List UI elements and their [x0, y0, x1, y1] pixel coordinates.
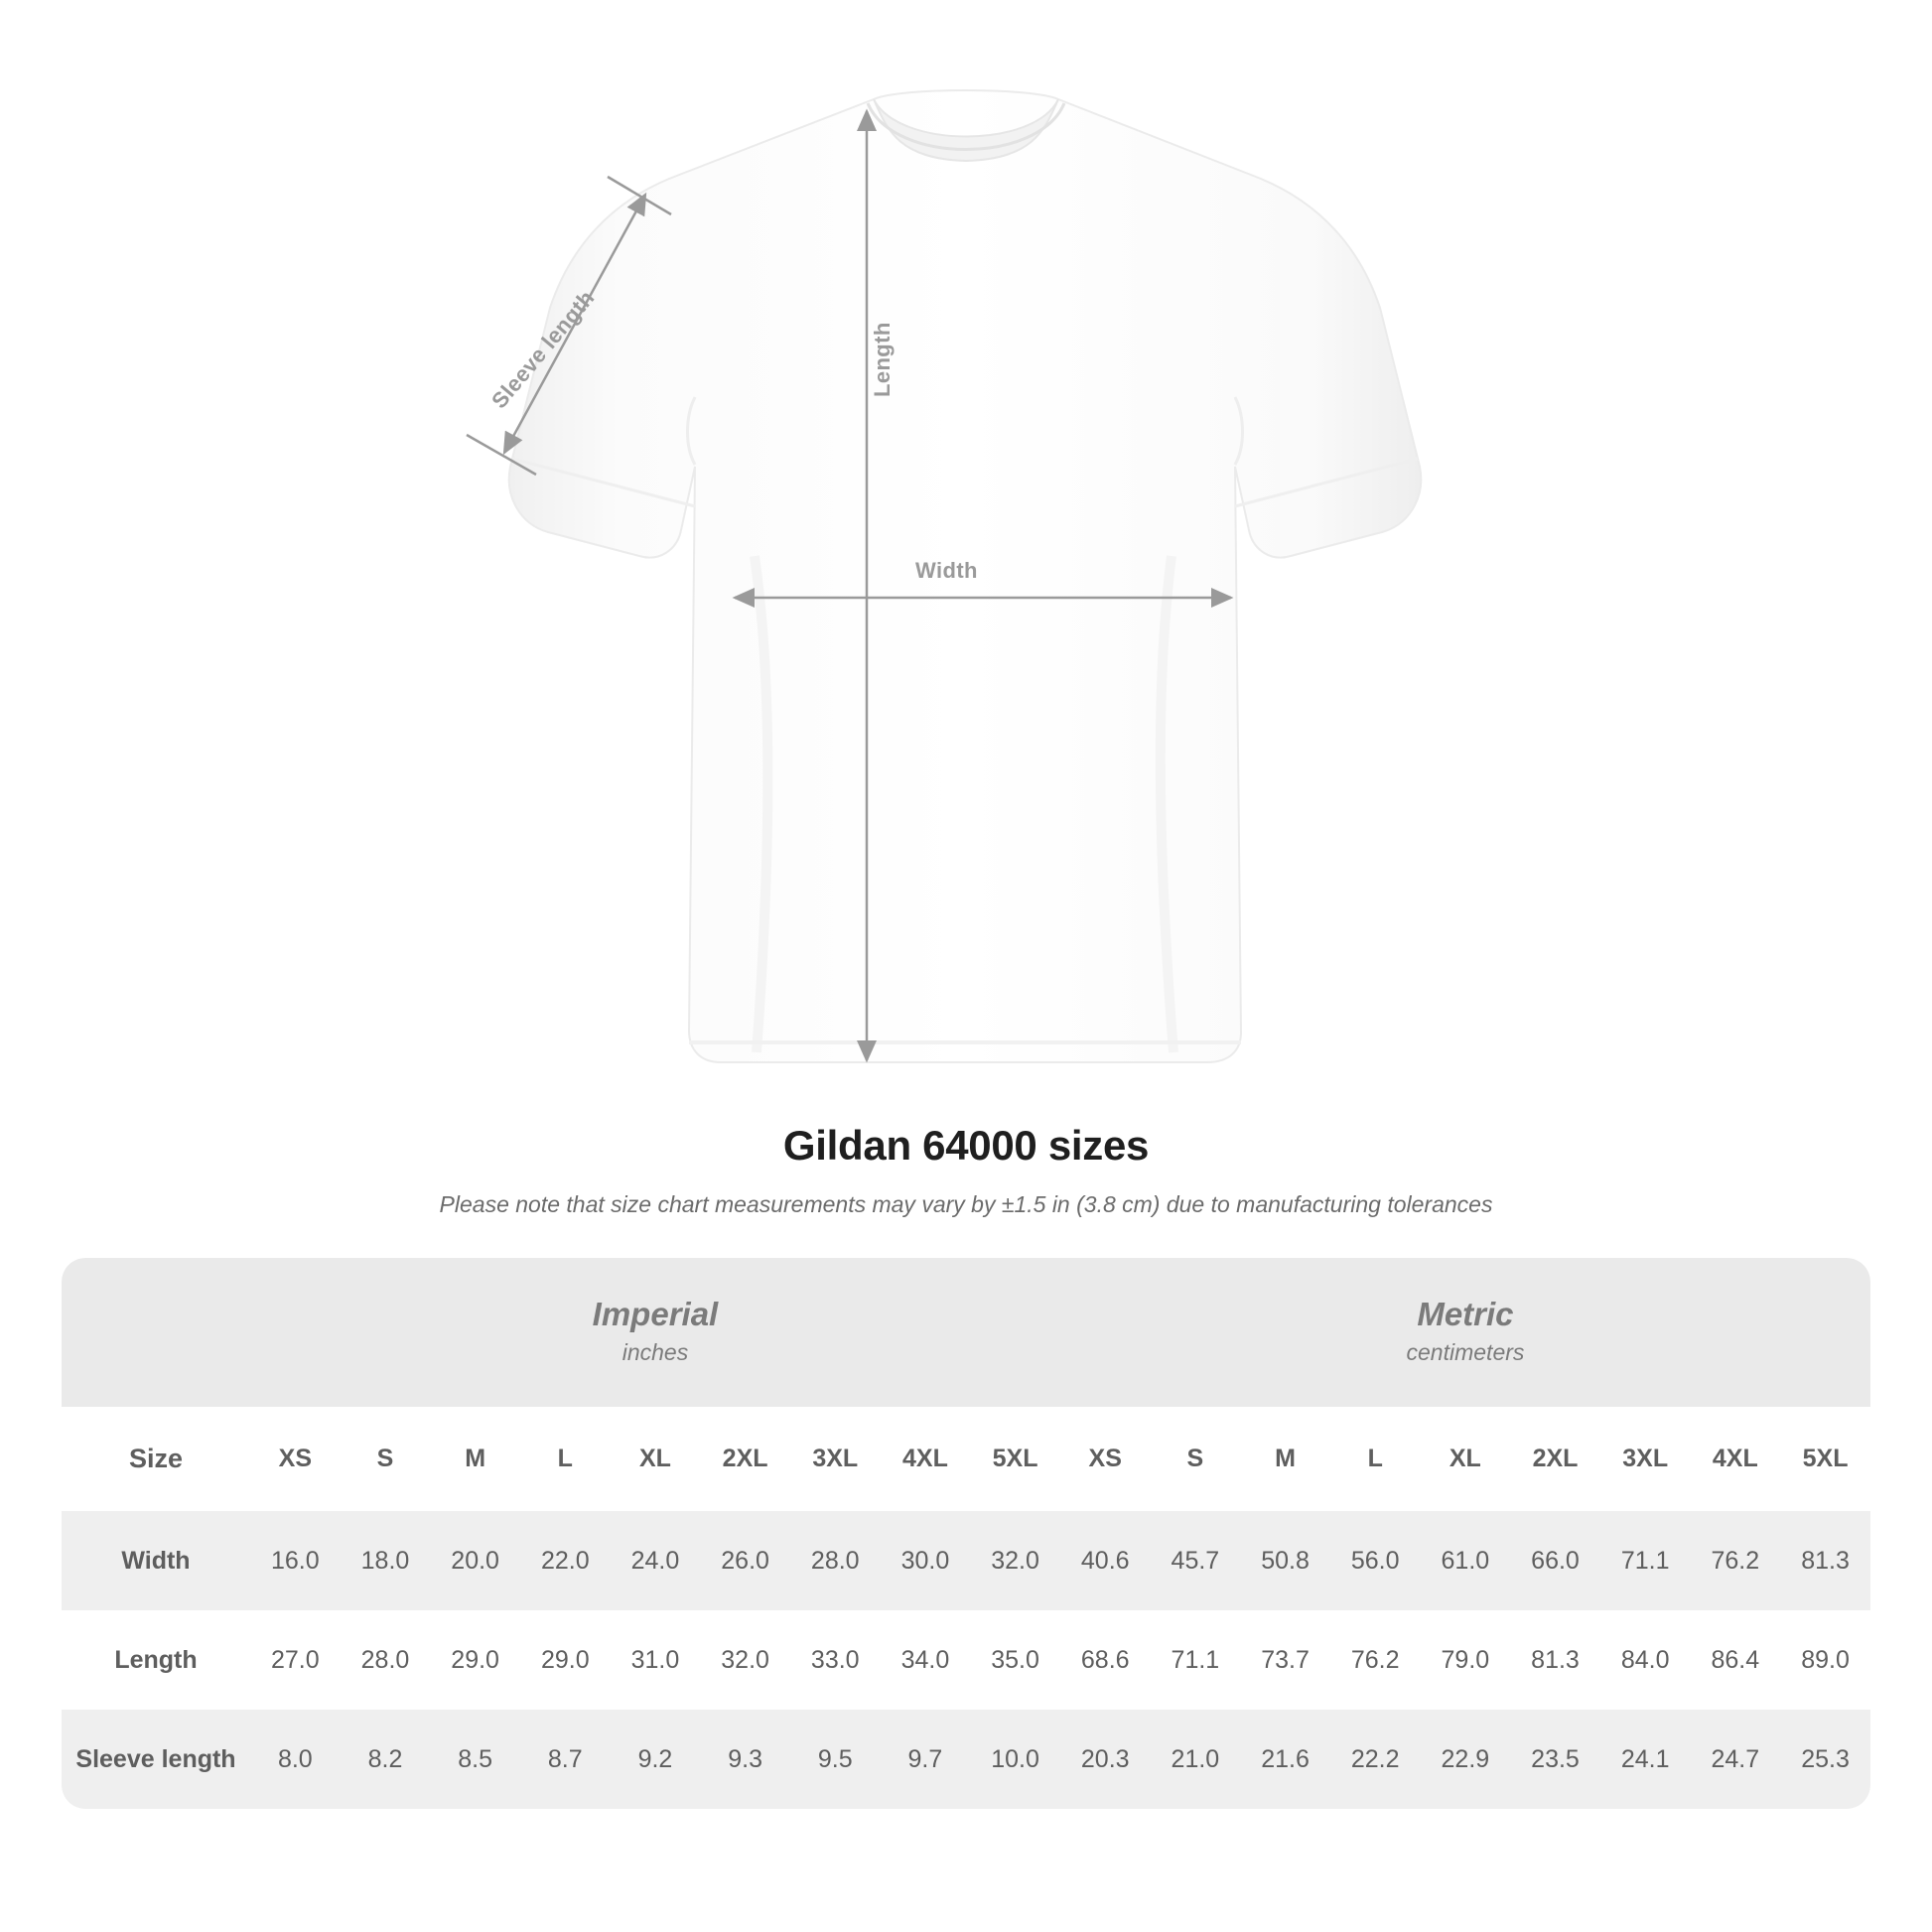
size-header-imperial-3: L	[520, 1407, 611, 1511]
sleeve-metric-0: 20.3	[1060, 1710, 1151, 1809]
sleeve-imperial-7: 9.7	[881, 1710, 971, 1809]
length-imperial-6: 33.0	[790, 1610, 881, 1710]
width-metric-8: 81.3	[1780, 1511, 1870, 1610]
width-imperial-3: 22.0	[520, 1511, 611, 1610]
sleeve-imperial-8: 10.0	[970, 1710, 1060, 1809]
width-imperial-7: 30.0	[881, 1511, 971, 1610]
length-imperial-8: 35.0	[970, 1610, 1060, 1710]
size-header-metric-5: 2XL	[1510, 1407, 1600, 1511]
length-metric-1: 71.1	[1151, 1610, 1241, 1710]
size-header-imperial-7: 4XL	[881, 1407, 971, 1511]
size-header-metric-4: XL	[1421, 1407, 1511, 1511]
size-header-imperial-6: 3XL	[790, 1407, 881, 1511]
sleeve-metric-8: 25.3	[1780, 1710, 1870, 1809]
unit-spacer-cell	[62, 1258, 250, 1407]
sleeve-metric-6: 24.1	[1600, 1710, 1691, 1809]
width-metric-6: 71.1	[1600, 1511, 1691, 1610]
imperial-unit-cell	[250, 1258, 1060, 1407]
size-table-container	[62, 1258, 1870, 1809]
sleeve-metric-3: 22.2	[1330, 1710, 1421, 1809]
imperial-unit-name: Imperial	[592, 1295, 719, 1332]
sleeve-metric-5: 23.5	[1510, 1710, 1600, 1809]
sleeve-imperial-2: 8.5	[430, 1710, 520, 1809]
width-metric-7: 76.2	[1691, 1511, 1781, 1610]
length-imperial-1: 28.0	[341, 1610, 431, 1710]
length-metric-7: 86.4	[1691, 1610, 1781, 1710]
page-title: Gildan 64000 sizes	[782, 1122, 1150, 1169]
size-header-imperial-0: XS	[250, 1407, 341, 1511]
length-label: Length	[870, 322, 895, 397]
length-metric-5: 81.3	[1510, 1610, 1600, 1710]
unit-header-row	[62, 1258, 1870, 1407]
row-label-width: Width	[62, 1511, 250, 1610]
length-imperial-7: 34.0	[881, 1610, 971, 1710]
size-header-imperial-2: M	[430, 1407, 520, 1511]
length-imperial-0: 27.0	[250, 1610, 341, 1710]
table-row	[62, 1610, 1870, 1710]
sleeve-imperial-4: 9.2	[611, 1710, 701, 1809]
length-imperial-5: 32.0	[700, 1610, 790, 1710]
sleeve-metric-2: 21.6	[1240, 1710, 1330, 1809]
size-header-metric-8: 5XL	[1780, 1407, 1870, 1511]
table-row	[62, 1511, 1870, 1610]
size-header-metric-2: M	[1240, 1407, 1330, 1511]
row-label-length: Length	[62, 1610, 250, 1710]
metric-unit-cell	[1060, 1258, 1870, 1407]
length-metric-8: 89.0	[1780, 1610, 1870, 1710]
length-metric-6: 84.0	[1600, 1610, 1691, 1710]
size-header-row	[62, 1407, 1870, 1511]
row-label-sleeve-length: Sleeve length	[62, 1710, 250, 1809]
size-header-imperial-4: XL	[611, 1407, 701, 1511]
tolerance-note: Please note that size chart measurements may vary by ±1.5 in (3.8 cm) due to manufacturing tolerances	[439, 1191, 1493, 1217]
size-header-metric-0: XS	[1060, 1407, 1151, 1511]
sleeve-imperial-3: 8.7	[520, 1710, 611, 1809]
size-header-metric-3: L	[1330, 1407, 1421, 1511]
metric-unit-sub: centimeters	[1406, 1339, 1525, 1366]
size-header-metric-1: S	[1151, 1407, 1241, 1511]
table-row	[62, 1710, 1870, 1809]
length-metric-2: 73.7	[1240, 1610, 1330, 1710]
width-imperial-4: 24.0	[611, 1511, 701, 1610]
length-imperial-4: 31.0	[611, 1610, 701, 1710]
width-imperial-8: 32.0	[970, 1511, 1060, 1610]
width-metric-2: 50.8	[1240, 1511, 1330, 1610]
size-header-imperial-1: S	[341, 1407, 431, 1511]
width-label: Width	[915, 558, 978, 583]
metric-unit-name: Metric	[1417, 1295, 1514, 1332]
size-header-metric-7: 4XL	[1691, 1407, 1781, 1511]
length-imperial-2: 29.0	[430, 1610, 520, 1710]
length-metric-3: 76.2	[1330, 1610, 1421, 1710]
sleeve-imperial-1: 8.2	[341, 1710, 431, 1809]
width-metric-3: 56.0	[1330, 1511, 1421, 1610]
sleeve-metric-1: 21.0	[1151, 1710, 1241, 1809]
size-header-imperial-5: 2XL	[700, 1407, 790, 1511]
size-header-label: Size	[62, 1407, 250, 1511]
sleeve-metric-7: 24.7	[1691, 1710, 1781, 1809]
sleeve-imperial-0: 8.0	[250, 1710, 341, 1809]
width-imperial-0: 16.0	[250, 1511, 341, 1610]
size-header-imperial-8: 5XL	[970, 1407, 1060, 1511]
width-metric-0: 40.6	[1060, 1511, 1151, 1610]
width-imperial-2: 20.0	[430, 1511, 520, 1610]
width-imperial-1: 18.0	[341, 1511, 431, 1610]
sleeve-imperial-5: 9.3	[700, 1710, 790, 1809]
sleeve-length-label: Sleeve length	[486, 285, 600, 414]
size-header-metric-6: 3XL	[1600, 1407, 1691, 1511]
length-imperial-3: 29.0	[520, 1610, 611, 1710]
sleeve-metric-4: 22.9	[1421, 1710, 1511, 1809]
title-block	[0, 1122, 1932, 1218]
width-imperial-5: 26.0	[700, 1511, 790, 1610]
width-metric-1: 45.7	[1151, 1511, 1241, 1610]
length-metric-4: 79.0	[1421, 1610, 1511, 1710]
width-metric-4: 61.0	[1421, 1511, 1511, 1610]
sleeve-imperial-6: 9.5	[790, 1710, 881, 1809]
width-imperial-6: 28.0	[790, 1511, 881, 1610]
imperial-unit-sub: inches	[621, 1339, 689, 1366]
width-metric-5: 66.0	[1510, 1511, 1600, 1610]
size-table	[62, 1258, 1870, 1809]
length-metric-0: 68.6	[1060, 1610, 1151, 1710]
